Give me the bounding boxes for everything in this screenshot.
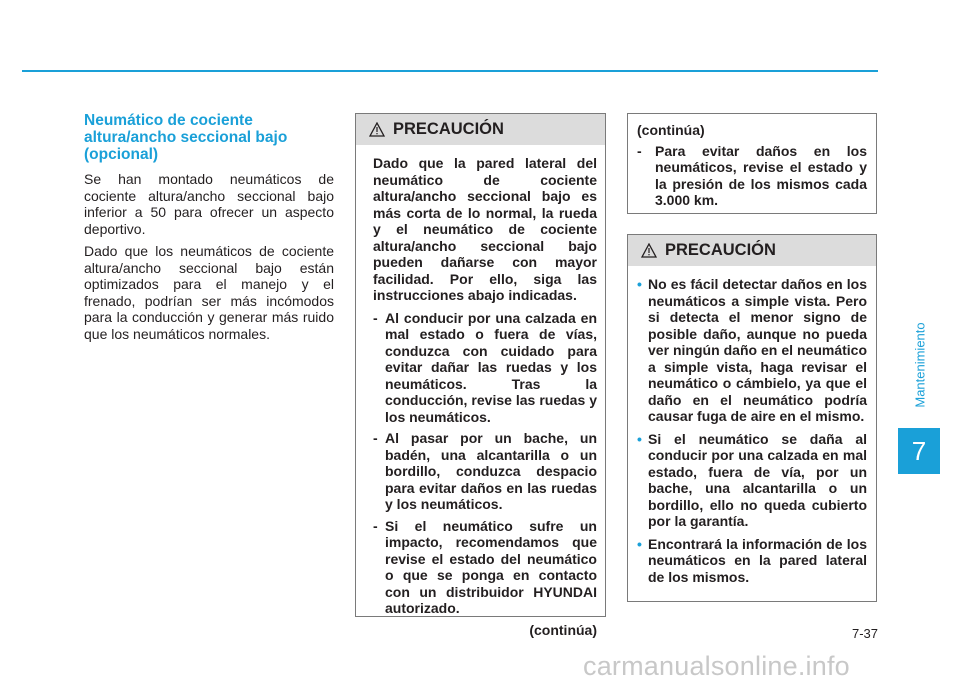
caution-list-item: - Si el neumático sufre un impacto, recomendamos que revise el estado del neumático o que se ponga en contacto con un distribuidor HYUNDAI autorizado. bbox=[373, 517, 597, 616]
warning-triangle-icon bbox=[369, 122, 385, 137]
continued-box bbox=[627, 113, 877, 214]
top-rule bbox=[22, 70, 878, 72]
caution-body bbox=[628, 266, 876, 599]
bullet-icon: • bbox=[637, 430, 642, 447]
caution-intro: Dado que la pared lateral del neumático de cociente altura/ancho seccional bajo es más corta de lo normal, la rueda y el neumático de cociente altura/ancho seccional bajo pueden dañarse con mayor facilidad. Por ello, siga las instrucciones abajo indicadas. bbox=[373, 155, 597, 303]
caution-bullet-item: • Encontrará la información de los neumáticos en la pared lateral de los mismos. bbox=[637, 535, 867, 585]
continued-body bbox=[628, 114, 876, 222]
section-title: Neumático de cociente altura/ancho seccional bajo (opcional) bbox=[84, 112, 288, 163]
caution-header bbox=[628, 235, 876, 266]
caution-title: PRECAUCIÓN bbox=[665, 241, 776, 259]
caution-header bbox=[356, 114, 605, 145]
watermark: carmanualsonline.info bbox=[583, 651, 850, 681]
caution-list-item: - Al pasar por un bache, un badén, una alcantarilla o un bordillo, conduzca despacio para evitar daños en las ruedas y los neumáticos. bbox=[373, 430, 597, 512]
caution-box-1 bbox=[355, 113, 606, 638]
continued-label: (continúa) bbox=[529, 621, 597, 638]
section-column bbox=[84, 112, 334, 348]
caution-bullet-item: • No es fácil detectar daños en los neumáticos a simple vista. Pero si detecta el menor signo de posible daño, aunque no pueda ver ningún daño en el neumático a simple vista, haga revisar el neumático o cámbielo, ya que el daño en el neumático podría causar fuga de aire en el mismo. bbox=[637, 276, 867, 424]
caution-title: PRECAUCIÓN bbox=[393, 120, 504, 138]
continued-list-item: - Para evitar daños en los neumáticos, revise el estado y la presión de los mismos cada 3.000 km. bbox=[637, 142, 867, 208]
page-number: 7-37 bbox=[851, 626, 878, 641]
chapter-number-badge: 7 bbox=[898, 428, 940, 474]
bullet-icon: • bbox=[637, 276, 642, 292]
body-paragraph: Se han montado neumáticos de cociente altura/ancho seccional bajo inferior a 50 para ofrecer un aspecto deportivo. bbox=[84, 171, 334, 237]
continued-heading: (continúa) bbox=[637, 122, 705, 138]
caution-box-2 bbox=[627, 234, 877, 602]
bullet-icon: • bbox=[637, 535, 642, 552]
caution-body bbox=[356, 145, 605, 646]
body-paragraph: Dado que los neumáticos de cociente altura/ancho seccional bajo están optimizados para el manejo y el frenado, podrían ser más incómodos para la conducción y generar más ruido que los neumáticos normales. bbox=[84, 243, 334, 342]
caution-bullet-item: • Si el neumático se daña al conducir por una calzada en mal estado, fuera de vía, por un bache, una alcantarilla o un bordillo, ello no queda cubierto por la garantía. bbox=[637, 430, 867, 529]
caution-list-item: - Al conducir por una calzada en mal estado o fuera de vías, conduzca con cuidado para evitar dañar las ruedas y los neumáticos. Tras la conducción, revise las ruedas y los neumáticos. bbox=[373, 309, 597, 425]
warning-triangle-icon bbox=[641, 243, 657, 258]
chapter-tab-label: Mantenimiento bbox=[912, 322, 928, 408]
